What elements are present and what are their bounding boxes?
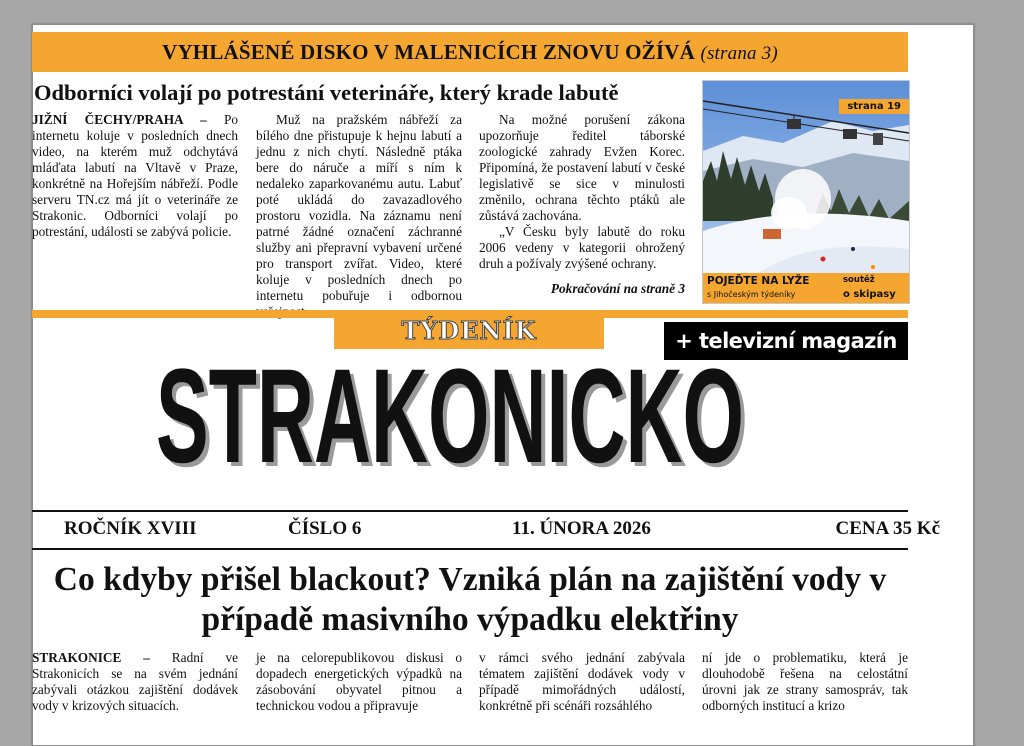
lead-story-column-2: [256, 650, 462, 714]
lead-story-column-4: [702, 650, 908, 714]
top-story-paragraph-2: Muž na pražském nábřeží za bílého dne přistupuje k hejnu labutí a jednu z nich chytí. Následně ptáka bere do náruče a míří s ním k nedaleko zaparkovanému autu. Labuť poté ukládá do zavazadlového prostoru vozidla. Na záznamu není patrné žádné označení záchranné služby ani přepravní vybavení určené pro transport zvířat. Video, které koluje v posledních dnech po internetu pobuřuje i odbornou: [256, 112, 462, 303]
top-story-column-3: [479, 112, 685, 272]
promo-subtitle: s Jihočeským týdeníky: [707, 290, 796, 299]
issue-rule-bottom: [32, 548, 908, 550]
issue-date: 11. ÚNORA 2026: [512, 518, 651, 539]
lead-story-text-4: ní jde o problematiku, která je dlouhodobě řešena na celostátní úrovni jak ze strany samospráv, tak odborných institucí a krizo: [702, 650, 908, 713]
banner-page-ref: (strana 3): [700, 43, 778, 64]
lead-story-text-1: Radní ve Strakonicích se na svém jednání zabývali otázkou zajištění dodávek vody v krizových situacích.: [32, 650, 238, 713]
promo-page-badge: strana 19: [839, 99, 909, 114]
top-story-headline: Odborníci volají po potrestání veterináře, který krade labutě: [34, 80, 619, 105]
lead-story-column-3: [479, 650, 685, 714]
top-banner: [32, 32, 908, 72]
issue-rule-top: [32, 510, 908, 512]
tv-magazine-badge: + televizní magazín: [664, 322, 908, 360]
volume-label: ROČNÍK XVIII: [64, 518, 197, 539]
top-story-paragraph-1: Po internetu koluje v posledních dnech video, na kterém muž odchytává mláďata labutí na Vltavě v Praze, konkrétně na Hořejším nábřeží. Podle serveru TN.cz má jít o veterináře ze Strakonic. Odborníci volají po potrestání, události se zabývá policie.: [32, 112, 238, 239]
top-story-dateline: JIŽNÍ ČECHY/PRAHA –: [32, 112, 207, 127]
lead-story-headline: Co kdyby přišel blackout? Vzniká plán na zajištění vody v případě masivního výpadku elektřiny: [53, 561, 887, 638]
promo-caption-bar: [703, 273, 909, 303]
lead-story-text-2: je na celorepublikovou diskusi o dopadech energetických výpadků na zásobování obyvatel pitnou a technickou vodou a připravuje: [256, 650, 462, 713]
lead-story-text-3: v rámci svého jednání zabývala tématem zajištění dodávek vody v případě mimořádných událostí, konkrétně při scénáři rozsáhlého: [479, 650, 685, 713]
masthead-title-shadow: STRAKONICKO: [160, 352, 748, 484]
issue-price: CENA 35 Kč: [835, 518, 940, 539]
lead-story-dateline: STRAKONICE –: [32, 650, 150, 665]
promo-title: POJEĎTE NA LYŽE: [707, 275, 810, 287]
ski-promo-box[interactable]: [702, 80, 910, 304]
tydenik-label: TÝDENÍK: [334, 313, 604, 349]
top-story-paragraph-3: Na možné porušení zákona upozorňuje ředitel táborské zoologické zahrady Evžen Korec. Připomíná, že postavení labutí v české legislativě se sice v minulosti změnilo, ochrana těchto ptáků ale zůstává zachována.: [479, 112, 685, 223]
lead-story-column-1: [32, 650, 238, 714]
top-story-column-2: [256, 112, 462, 320]
ski-resort-illustration: [703, 81, 909, 303]
top-story-paragraph-4: „V Česku byly labutě do roku 2006 vedeny v kategorii ohrožený druh a požívaly zvýšené ochrany.: [479, 224, 685, 271]
top-story-column-1: [32, 112, 238, 240]
issue-number: ČÍSLO 6: [288, 518, 362, 539]
promo-contest: soutěž: [843, 275, 875, 285]
masthead-title-text: STRAKONICKO: [156, 352, 744, 484]
masthead-title: [32, 352, 908, 484]
promo-prize: o skipasy: [843, 289, 896, 300]
banner-headline: VYHLÁŠENÉ DISKO V MALENICÍCH ZNOVU OŽÍVÁ: [162, 40, 695, 64]
continued-link[interactable]: Pokračování na straně 3: [550, 281, 685, 296]
